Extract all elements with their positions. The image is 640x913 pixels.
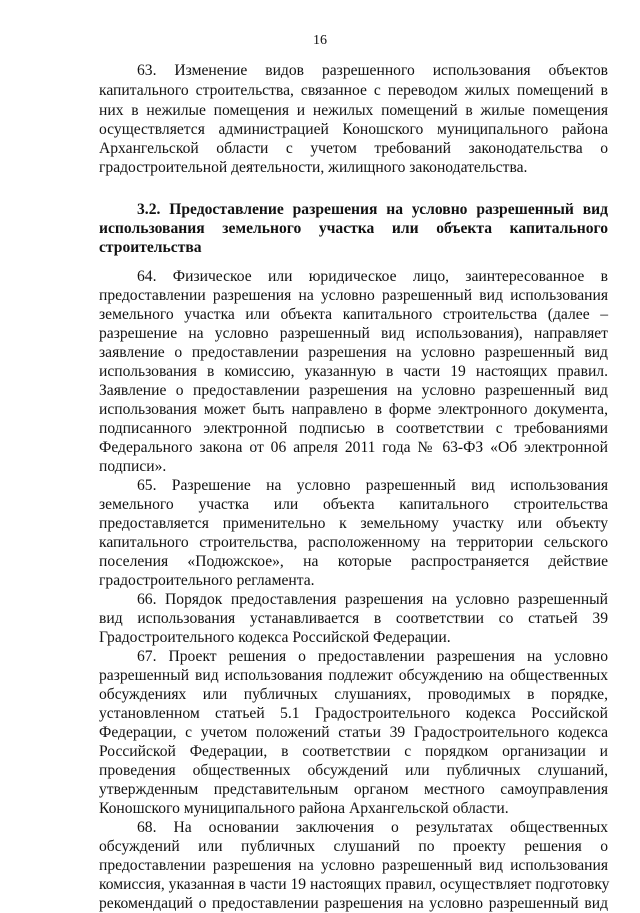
text-line: обсуждений или публичных слушаний по проекту решения о	[99, 838, 608, 855]
text-line: земельного участка или объекта капитального строительства (далее –	[99, 306, 608, 323]
text-line: Федерального закона от 06 апреля 2011 года № 63-ФЗ «Об электронной	[99, 439, 608, 456]
text-line: подписи».	[99, 458, 167, 475]
text-line: 63. Изменение видов разрешенного использования объектов	[137, 62, 608, 79]
text-line: осуществляется администрацией Коношского муниципального района	[99, 121, 608, 138]
text-line: градостроительного регламента.	[99, 572, 315, 589]
text-line: предоставлении разрешения на условно разрешенный вид использования	[99, 857, 608, 874]
text-line: Российской Федерации, в соответствии с порядком организации и	[99, 743, 608, 760]
text-line: Заявление о предоставлении разрешения на условно разрешенный вид	[99, 382, 608, 399]
text-line: вид использования устанавливается в соответствии со статьей 39	[99, 610, 608, 627]
text-line: 68. На основании заключения о результатах общественных	[137, 819, 608, 836]
text-line: заявление о предоставлении разрешения на условно разрешенный вид	[99, 344, 608, 361]
text-line: использования может быть направлено в форме электронного документа,	[99, 401, 608, 418]
text-line: 66. Порядок предоставления разрешения на условно разрешенный	[137, 591, 608, 608]
text-line: подписанного электронной подписью в соответствии с требованиями	[99, 420, 608, 437]
text-line: Федерации, с учетом положений статьи 39 Градостроительного кодекса	[99, 724, 608, 741]
text-line: проведения общественных обсуждений или публичных слушаний,	[99, 762, 608, 779]
text-line: Коношского муниципального района Архангельской области.	[99, 800, 509, 817]
text-line: капитального строительства, расположенному на территории сельского	[99, 534, 608, 551]
text-line: градостроительной деятельности, жилищного законодательства.	[99, 159, 528, 176]
text-line: рекомендаций о предоставлении разрешения на условно разрешенный вид	[99, 895, 608, 912]
text-line: Градостроительного кодекса Российской Федерации.	[99, 629, 451, 646]
heading-line: 3.2. Предоставление разрешения на условно разрешенный вид	[137, 201, 608, 218]
text-line: обсуждениях или публичных слушаниях, проводимых в порядке,	[99, 686, 608, 703]
text-line: 67. Проект решения о предоставлении разрешения на условно	[137, 648, 608, 665]
text-line: 65. Разрешение на условно разрешенный вид использования	[137, 477, 608, 494]
text-line: земельного участка или объекта капитального строительства	[99, 496, 608, 513]
text-line: разрешение на условно разрешенный вид использования), направляет	[99, 325, 608, 342]
text-line: поселения «Подюжское», на которые распространяется действие	[99, 553, 608, 570]
text-line: Архангельской области с учетом требований законодательства о	[99, 140, 608, 157]
heading-line: строительства	[99, 239, 202, 256]
text-line: них в нежилые помещения и нежилых помещений в жилые помещения	[99, 102, 608, 119]
text-line: 64. Физическое или юридическое лицо, заинтересованное в	[137, 268, 608, 285]
text-line: капитального строительства, связанное с переводом жилых помещений в	[99, 82, 608, 99]
text-line: утвержденным представительным органом местного самоуправления	[99, 781, 608, 798]
text-line: предоставляется применительно к земельному участку или объекту	[99, 515, 608, 532]
page-number: 16	[313, 33, 327, 48]
text-line: разрешенный вид использования подлежит обсуждению на общественных	[99, 667, 608, 684]
text-line: установленном статьей 5.1 Градостроительного кодекса Российской	[99, 705, 608, 722]
heading-line: использования земельного участка или объекта капитального	[99, 220, 608, 237]
text-line: использования в комиссию, указанную в части 19 настоящих правил.	[99, 363, 608, 380]
text-line: комиссия, указанная в части 19 настоящих правил, осуществляет подготовку	[99, 876, 610, 893]
text-line: предоставлении разрешения на условно разрешенный вид использования	[99, 287, 608, 304]
